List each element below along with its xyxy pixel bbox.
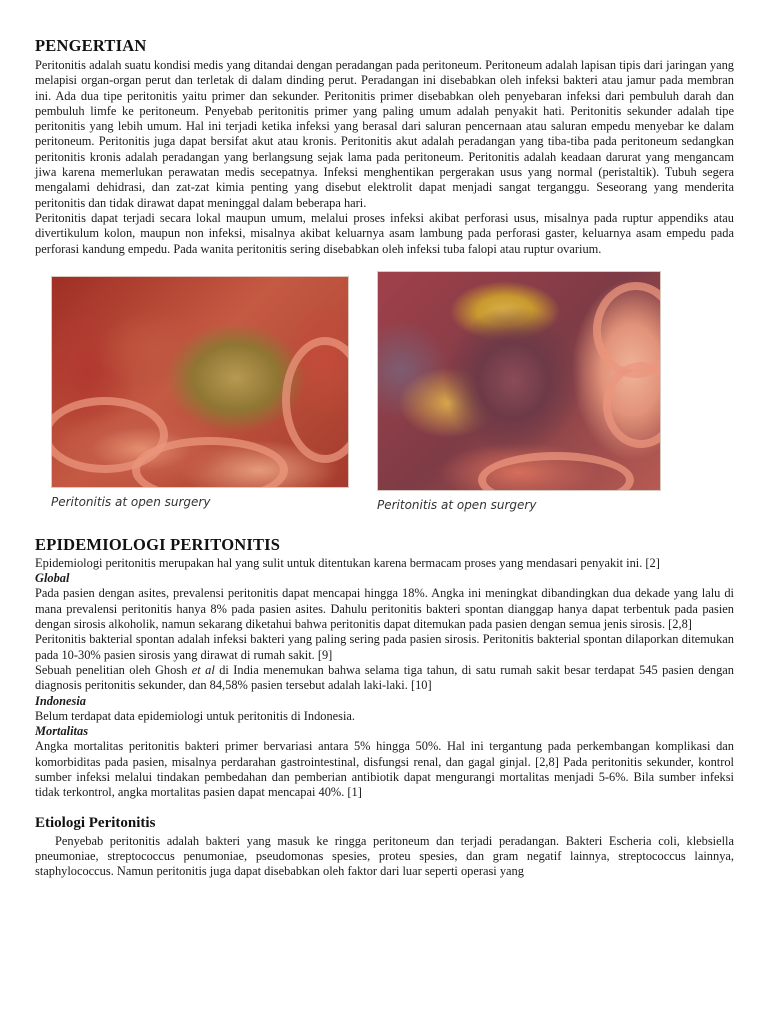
heading-etiologi: Etiologi Peritonitis [35,814,156,831]
paragraph-pengertian-2: Peritonitis dapat terjadi secara lokal maupun umum, melalui proses infeksi akibat perforasi usus, misalnya pada ruptur appendiks atau divertikulum kolon, maupun non infeksi, misalnya akibat keluarnya asam lambung pada perforasi gaster, keluarnya asam empedu pada perforasi kandung empedu. Pada wanita peritonitis sering disebabkan oleh infeksi tuba falopi atau ruptur ovarium. [35,210,734,256]
paragraph-global-3-et-al: et al [191,662,215,677]
paragraph-global-3-end: di India menemukan bahwa selama tiga tahun, di satu rumah sakit besar terdapat 545 pasien dengan diagnosis peritonitis sekunder, dan 84,58% pasien tersebut adalah laki-laki. [10] [35,662,734,693]
paragraph-global-2: Peritonitis bakterial spontan adalah infeksi bakteri yang paling sering pada pasien sirosis. Peritonitis bakterial spontan dilaporkan ditemukan pada 10-30% pasien sirosis yang dirawat di rumah sakit. [9] [35,632,734,662]
paragraph-epidemiologi-intro: Epidemiologi peritonitis merupakan hal yang sulit untuk ditentukan karena bermacam proses yang mendasari penyakit ini. [2] [35,555,660,570]
paragraph-mortalitas: Angka mortalitas peritonitis bakteri primer bervariasi antara 5% hingga 50%. Hal ini tergantung pada perkembangan komplikasi dan komorbiditas pada pasien, misalnya perdarahan gastrointestinal, disfungsi renal, dan gagal ginjal. [2,8] Pada peritonitis sekunder, kontrol sumber infeksi melalui tindakan pembedahan dan pemberian antibiotik dapat mengurangi mortalitas menjadi 5-6%. Bila sumber infeksi tidak terkontrol, angka mortalitas pasien dapat mencapai 40%. [1] [35,739,734,800]
section-pengertian [35,36,734,257]
subheading-indonesia: Indonesia [35,693,86,708]
section-epidemiologi [35,535,734,801]
heading-pengertian: PENGERTIAN [35,36,147,55]
figure-caption-right: Peritonitis at open surgery [377,497,537,512]
figure-caption-left: Peritonitis at open surgery [51,494,211,509]
surgery-photo-left [51,276,349,488]
figure-right [377,271,661,512]
subheading-global: Global [35,571,70,586]
surgery-photo-right [377,271,661,491]
paragraph-global-3-start: Sebuah penelitian oleh Ghosh [35,662,192,677]
heading-epidemiologi: EPIDEMIOLOGI PERITONITIS [35,534,281,554]
paragraph-global-1: Pada pasien dengan asites, prevalensi peritonitis dapat mencapai hingga 18%. Angka ini meningkat dibandingkan dua dekade yang lalu di mana prevalensi peritonitis hanya 8% pada pasien asites. Dahulu peritonitis bakteri spontan dianggap hanya dapat terbentuk pada pasien dengan sirosis alkoholik, namun sekarang diketahui bahwa peritonitis dapat ditemukan pada pasien dengan semua jenis sirosis. [2,8] [35,586,734,632]
section-etiologi [35,815,734,880]
paragraph-indonesia: Belum terdapat data epidemiologi untuk peritonitis di Indonesia. [35,708,356,723]
subheading-mortalitas: Mortalitas [35,724,89,739]
paragraph-pengertian-1: Peritonitis adalah suatu kondisi medis yang ditandai dengan peradangan pada peritoneum. Peritoneum adalah lapisan tipis dari jaringan yang melapisi organ-organ perut dan terletak di dalam dinding perut. Peradangan ini disebabkan oleh infeksi bakteri atau jamur pada membran ini. Ada dua tipe peritonitis yaitu primer dan sekunder. Peritonitis primer disebabkan oleh penyebaran infeksi dari pembuluh darah dan pembuluh limfe ke peritoneum. Penyebab peritonitis primer yang paling umum adalah penyakit hati. Peritonitis sekunder adalah tipe peritonitis yang lebih umum. Hal ini terjadi ketika infeksi yang berasal dari saluran pencernaan atau saluran empedu menyebar ke dalam peritoneum. Peritonitis juga dapat bersifat akut atau kronis. Peritonitis akut adalah peradangan yang tiba-tiba pada peritoneum sedangkan peritonitis kronis adalah peradangan yang berlangsung sejak lama pada peritoneum. Peritonitis adalah keadaan darurat yang mengancam jiwa karena memerlukan perawatan medis secepatnya. Infeksi menghentikan pergerakan usus yang normal (peristaltik). Tubuh segera mengalami dehidrasi, dan zat-zat kimia penting yang disebut elektrolit dapat menjadi sangat terganggu. Seseorang yang menderita peritonitis dan tidak dirawat dapat meninggal dalam beberapa hari. [35,58,734,210]
paragraph-global-3 [35,663,734,694]
figure-left [51,276,349,509]
figure-row [35,271,734,521]
paragraph-etiologi: Penyebab peritonitis adalah bakteri yang masuk ke ringga peritoneum dan terjadi peradangan. Bakteri Escheria coli, klebsiella pneumoniae, streptococcus penumoniae, pseudomonas spesies, proteu spesies, dan gram negatif lainnya, streptococcus lainnya, staphylococcus. Namun peritonitis juga dapat disebabkan oleh faktor dari luar seperti operasi yang [35,833,734,879]
